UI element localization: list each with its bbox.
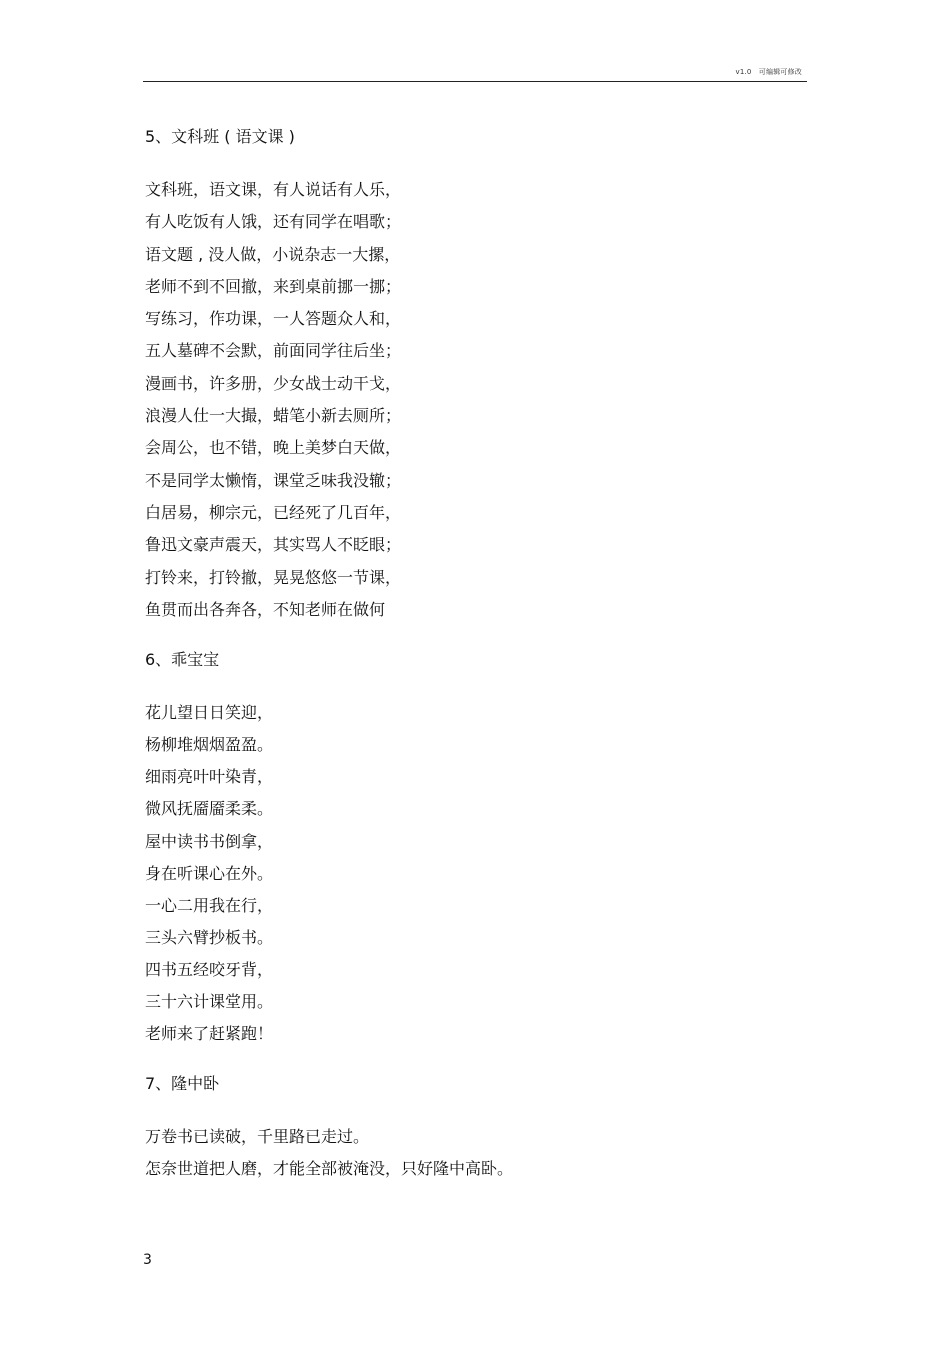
poem-line: 漫画书，许多册，少女战士动干戈，	[145, 373, 402, 393]
page-number: 3	[143, 1252, 152, 1268]
poem-line: 有人吃饭有人饿，还有同学在唱歌；	[145, 212, 402, 232]
poem-line: 老师来了赶紧跑！	[145, 1024, 274, 1044]
poem-line: 不是同学太懒惰，课堂乏味我没辙；	[145, 470, 402, 490]
poem-line: 一心二用我在行，	[145, 895, 274, 915]
poem-line: 花儿望日日笑迎，	[145, 703, 274, 723]
section-spacer	[145, 626, 805, 646]
poem-line: 语文题 , 没人做，小说杂志一大摞，	[145, 244, 401, 264]
poem-line: 三头六臂抄板书。	[145, 927, 274, 947]
section-5	[145, 123, 805, 626]
section-spacer	[145, 1050, 805, 1070]
poem-text	[145, 697, 805, 1050]
section-title: 7、隆中卧	[145, 1074, 220, 1094]
poem-line: 写练习，作功课，一人答题众人和，	[145, 309, 402, 329]
poem-line: 五人墓碑不会默，前面同学往后坐；	[145, 341, 402, 361]
poem-line: 杨柳堆烟烟盈盈。	[145, 735, 274, 755]
poem-line: 四书五经咬牙背，	[145, 959, 274, 979]
header-version-tag: v1.0 可编辑可修改	[735, 68, 802, 76]
poem-line: 鱼贯而出各奔各，不知老师在做何	[145, 599, 386, 619]
poem-line: 会周公，也不错，晚上美梦白天做，	[145, 438, 402, 458]
poem-line: 打铃来，打铃撤，晃晃悠悠一节课，	[145, 567, 402, 587]
poem-line: 万卷书已读破，千里路已走过。	[145, 1127, 370, 1147]
poem-line: 鲁迅文豪声震天，其实骂人不眨眼；	[145, 535, 402, 555]
poem-line: 白居易，柳宗元，已经死了几百年，	[145, 502, 402, 522]
poem-text	[145, 1121, 805, 1184]
poem-text	[145, 174, 805, 626]
poem-line: 细雨亮叶叶染青，	[145, 767, 274, 787]
poem-line: 身在听课心在外。	[145, 863, 274, 883]
poem-line: 屋中读书书倒拿，	[145, 831, 274, 851]
poem-line: 文科班，语文课，有人说话有人乐，	[145, 180, 402, 199]
poem-line: 微风抚靥靥柔柔。	[145, 799, 274, 819]
section-title: 5、文科班 ( 语文课 )	[145, 127, 295, 146]
poem-line: 怎奈世道把人磨，才能全部被淹没，只好隆中高卧。	[145, 1158, 514, 1178]
section-6	[145, 646, 805, 1050]
section-7	[145, 1070, 805, 1184]
poem-line: 老师不到不回撤，来到桌前挪一挪；	[145, 276, 402, 296]
header-divider	[143, 81, 807, 82]
poem-line: 浪漫人仕一大撮，蜡笔小新去厕所；	[145, 406, 402, 426]
poem-line: 三十六计课堂用。	[145, 992, 274, 1011]
document-body	[145, 123, 805, 1184]
section-title: 6、乖宝宝	[145, 650, 220, 670]
